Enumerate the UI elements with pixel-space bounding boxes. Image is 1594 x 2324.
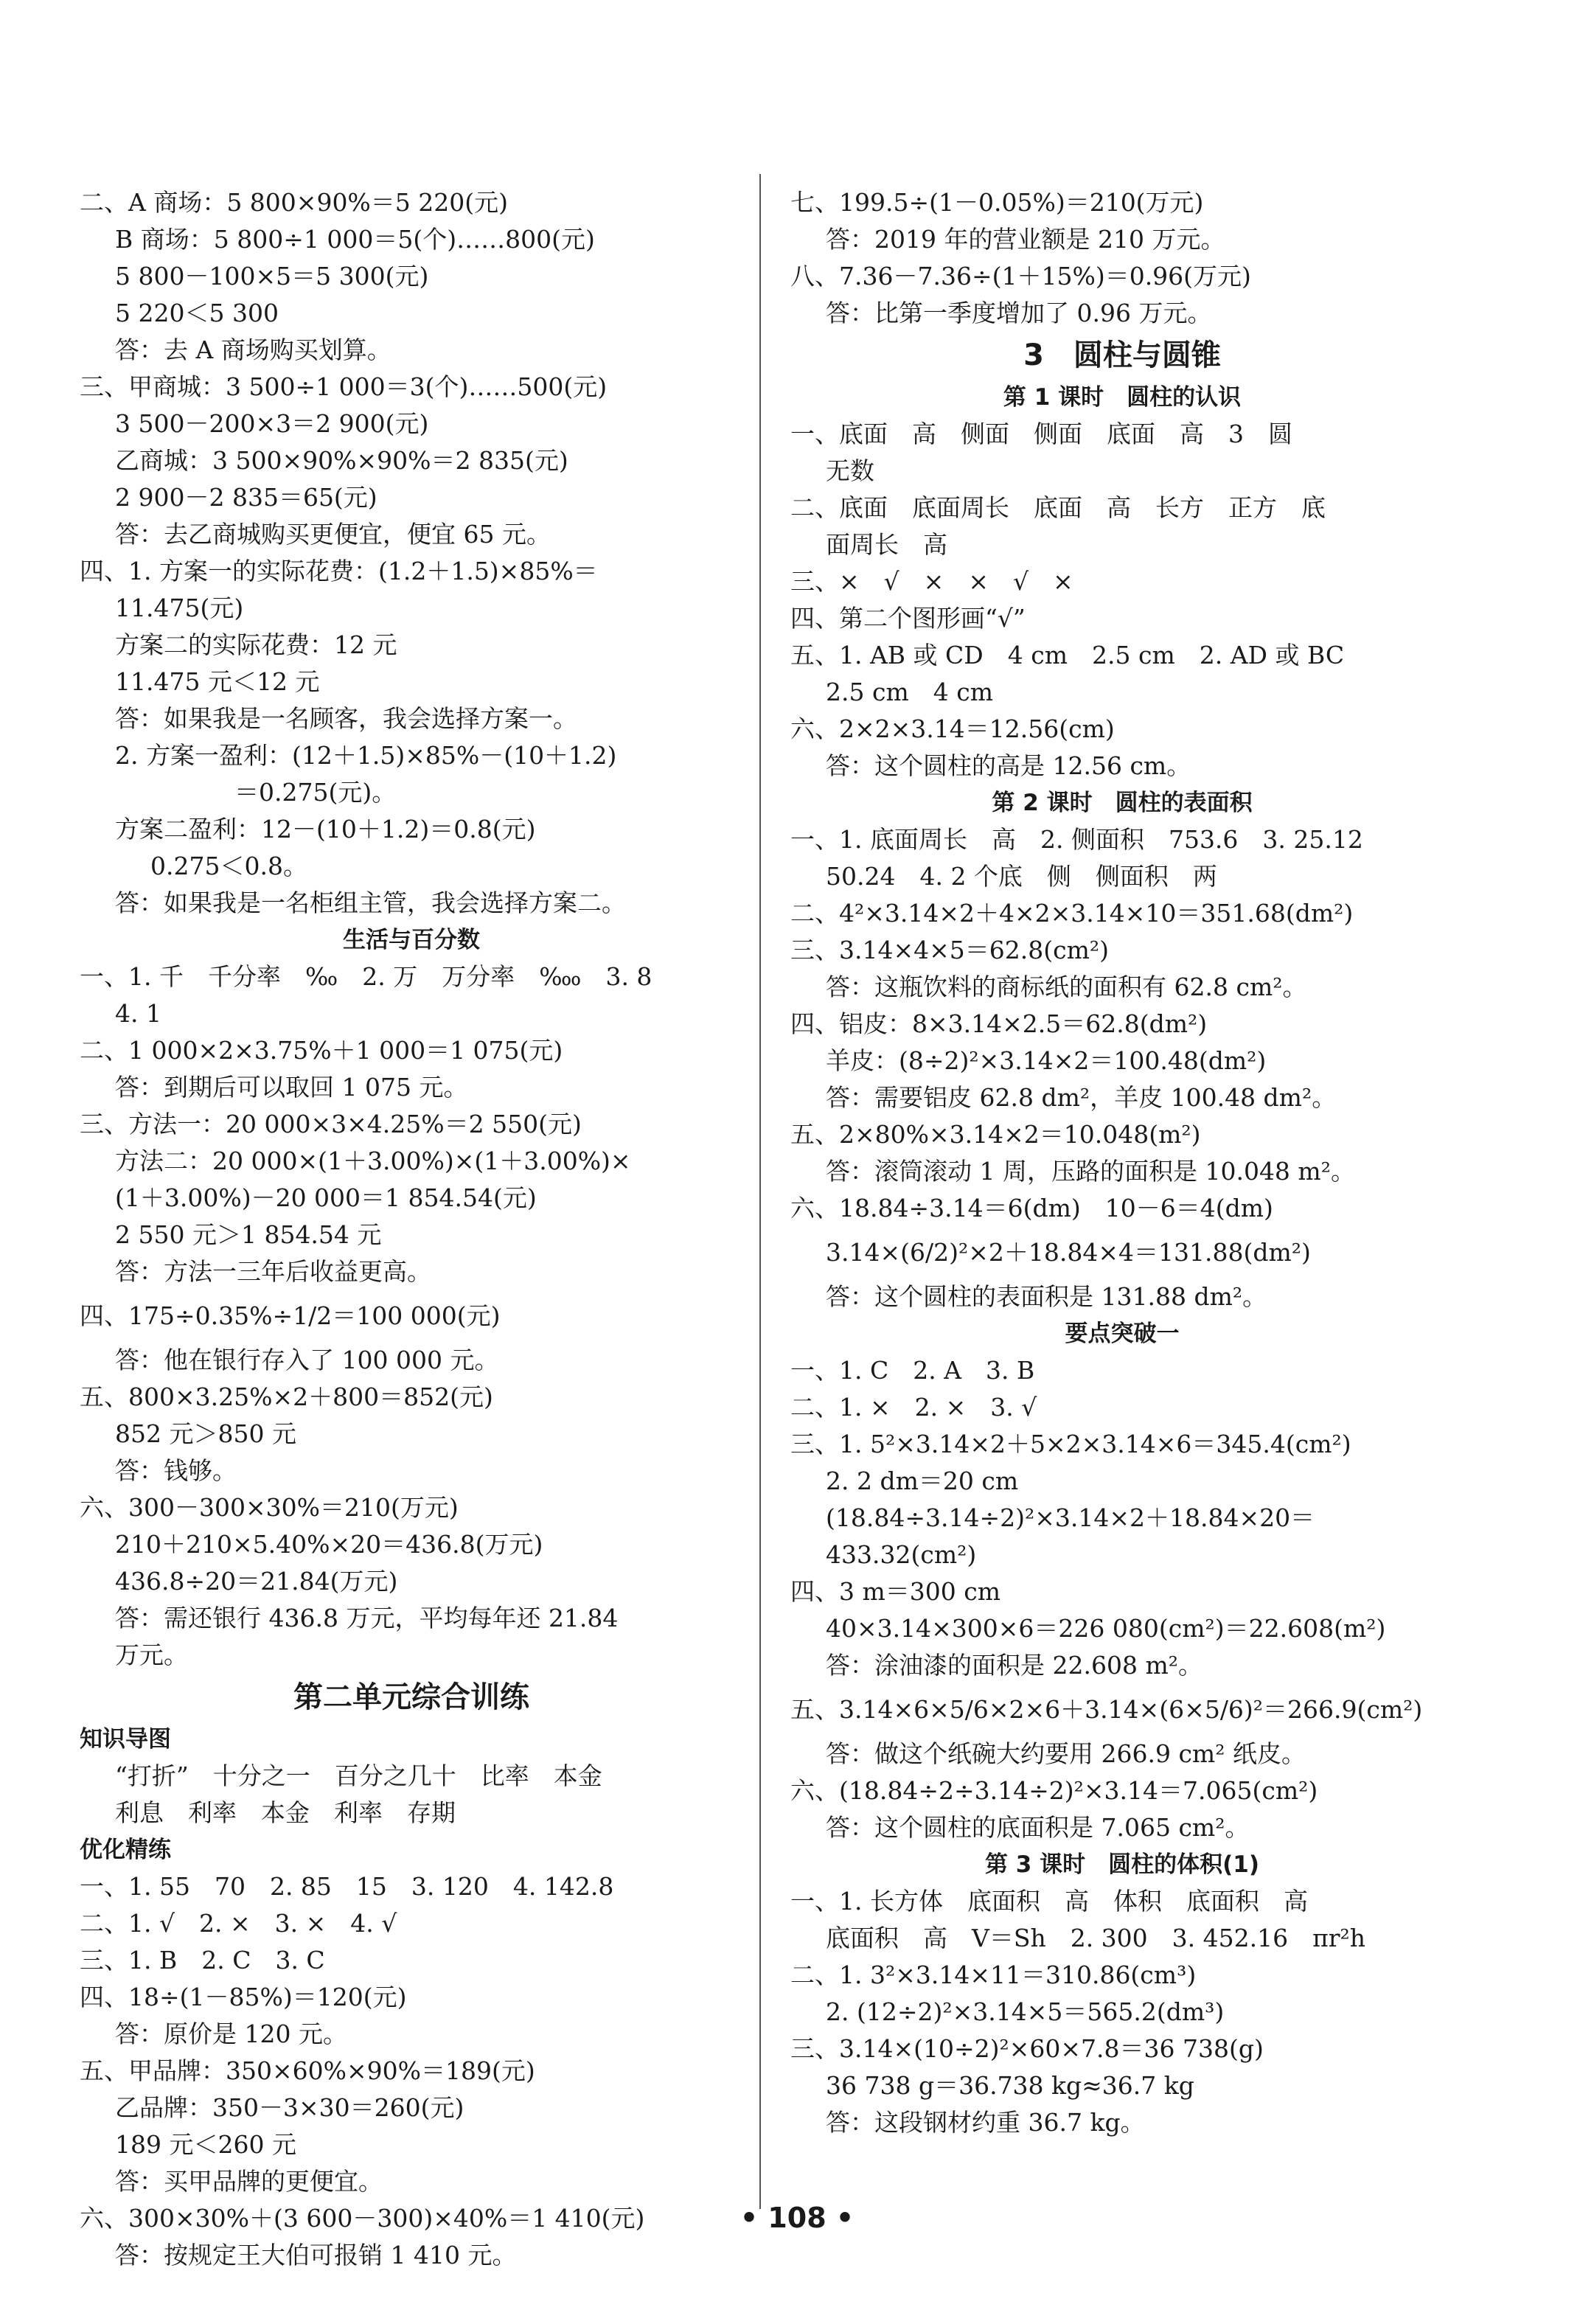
answer-line: 底面积 高 V＝Sh 2. 300 3. 452.16 πr²h	[826, 1924, 1366, 1952]
answer-line: 四、第二个图形画“√”	[790, 604, 1026, 633]
column-divider	[759, 174, 761, 2209]
section-heading: 要点突破一	[1065, 1321, 1180, 1347]
answer-line: 七、199.5÷(1－0.05%)＝210(万元)	[790, 188, 1204, 217]
answer-line: 利息 利率 本金 利率 存期	[115, 1798, 456, 1827]
answer-line: “打折” 十分之一 百分之几十 比率 本金	[115, 1761, 602, 1790]
answer-line: 五、3.14×6×5/6×2×6＋3.14×(6×5/6)²＝266.9(cm²)	[790, 1695, 1423, 1724]
answer-line: 五、2×80%×3.14×2＝10.048(m²)	[790, 1120, 1201, 1149]
answer-line: 答：滚筒滚动 1 周，压路的面积是 10.048 m²。	[826, 1157, 1355, 1186]
lesson-heading: 第 2 课时 圆柱的表面积	[992, 790, 1253, 816]
subsection-label: 优化精练	[80, 1837, 171, 1863]
answer-line: 2 550 元＞1 854.54 元	[115, 1220, 382, 1249]
answer-line: 189 元＜260 元	[115, 2130, 296, 2159]
answer-line: 2. (12÷2)²×3.14×5＝565.2(dm³)	[826, 1997, 1225, 2026]
answer-line: 方案二的实际花费：12 元	[115, 630, 397, 659]
answer-line: 答：这段钢材约重 36.7 kg。	[826, 2108, 1145, 2137]
answer-line: 答：方法一三年后收益更高。	[115, 1257, 431, 1286]
answer-line: 3.14×(6/2)²×2＋18.84×4＝131.88(dm²)	[826, 1238, 1311, 1267]
answer-line: 三、1. B 2. C 3. C	[80, 1946, 325, 1975]
answer-line: 答：涂油漆的面积是 22.608 m²。	[826, 1651, 1203, 1680]
answer-line: 五、甲品牌：350×60%×90%＝189(元)	[80, 2056, 535, 2085]
answer-line: 答：需还银行 436.8 万元，平均每年还 21.84	[115, 1604, 619, 1632]
answer-line: 852 元＞850 元	[115, 1419, 296, 1448]
answer-line: 答：去 A 商场购买划算。	[115, 335, 391, 364]
answer-line: 六、(18.84÷2÷3.14÷2)²×3.14＝7.065(cm²)	[790, 1776, 1318, 1805]
answer-line: 答：原价是 120 元。	[115, 2019, 347, 2048]
answer-line: (1＋3.00%)－20 000＝1 854.54(元)	[115, 1183, 537, 1212]
answer-line: 三、× √ × × √ ×	[790, 567, 1073, 596]
answer-line: 一、1. C 2. A 3. B	[790, 1356, 1035, 1385]
answer-line: 三、1. 5²×3.14×2＋5×2×3.14×6＝345.4(cm²)	[790, 1430, 1351, 1458]
answer-line: 六、300×30%＋(3 600－300)×40%＝1 410(元)	[80, 2204, 645, 2233]
answer-line: 答：这个圆柱的底面积是 7.065 cm²。	[826, 1813, 1250, 1842]
answer-line: 答：需要铝皮 62.8 dm²，羊皮 100.48 dm²。	[826, 1083, 1337, 1112]
answer-line: 2. 方案一盈利：(12＋1.5)×85%－(10＋1.2)	[115, 741, 617, 770]
answer-line: 二、1 000×2×3.75%＋1 000＝1 075(元)	[80, 1036, 563, 1065]
answer-line: 答：比第一季度增加了 0.96 万元。	[826, 299, 1212, 327]
lesson-heading: 第 1 课时 圆柱的认识	[1003, 384, 1242, 411]
answer-line: 答：钱够。	[115, 1456, 237, 1485]
answer-line: 四、175÷0.35%÷1/2＝100 000(元)	[80, 1301, 501, 1330]
answer-line: 五、1. AB 或 CD 4 cm 2.5 cm 2. AD 或 BC	[790, 641, 1345, 669]
unit-title: 第二单元综合训练	[293, 1680, 529, 1714]
answer-line: 答：这个圆柱的表面积是 131.88 dm²。	[826, 1282, 1267, 1311]
answer-line: 六、2×2×3.14＝12.56(cm)	[790, 714, 1115, 743]
answer-line: 2.5 cm 4 cm	[826, 678, 994, 706]
lesson-heading: 第 3 课时 圆柱的体积(1)	[984, 1851, 1260, 1878]
answer-line: 三、甲商城：3 500÷1 000＝3(个)……500(元)	[80, 372, 608, 401]
answer-line: 答：他在银行存入了 100 000 元。	[115, 1346, 499, 1374]
answer-line: 二、A 商场：5 800×90%＝5 220(元)	[80, 188, 509, 217]
section-heading: 生活与百分数	[343, 927, 480, 953]
answer-line: 方法二：20 000×(1＋3.00%)×(1＋3.00%)×	[115, 1147, 631, 1175]
answer-line: 五、800×3.25%×2＋800＝852(元)	[80, 1382, 493, 1411]
answer-line: 答：到期后可以取回 1 075 元。	[115, 1073, 468, 1102]
answer-line: 3 500－200×3＝2 900(元)	[115, 409, 429, 438]
left-column	[80, 184, 743, 2274]
answer-line: 答：如果我是一名柜组主管，我会选择方案二。	[115, 888, 626, 917]
answer-line: 11.475(元)	[115, 594, 244, 622]
answer-line: 36 738 g＝36.738 kg≈36.7 kg	[826, 2071, 1194, 2100]
answer-line: 一、1. 55 70 2. 85 15 3. 120 4. 142.8	[80, 1872, 614, 1901]
answer-line: 答：按规定王大伯可报销 1 410 元。	[115, 2241, 517, 2269]
answer-line: 四、3 m＝300 cm	[790, 1577, 1001, 1606]
subsection-label: 知识导图	[80, 1726, 171, 1753]
answer-line: 羊皮：(8÷2)²×3.14×2＝100.48(dm²)	[826, 1046, 1267, 1075]
answer-line: 5 220＜5 300	[115, 299, 279, 327]
answer-line: 436.8÷20＝21.84(万元)	[115, 1567, 398, 1596]
answer-line: 210＋210×5.40%×20＝436.8(万元)	[115, 1530, 543, 1559]
answer-line: 答：2019 年的营业额是 210 万元。	[826, 225, 1225, 254]
answer-line: 万元。	[115, 1641, 188, 1669]
answer-line: 5 800－100×5＝5 300(元)	[115, 262, 429, 290]
answer-line: 一、底面 高 侧面 侧面 底面 高 3 圆	[790, 420, 1292, 448]
answer-line: 四、铝皮：8×3.14×2.5＝62.8(dm²)	[790, 1009, 1208, 1038]
answer-line: 答：做这个纸碗大约要用 266.9 cm² 纸皮。	[826, 1739, 1306, 1768]
answer-line: 答：这瓶饮料的商标纸的面积有 62.8 cm²。	[826, 973, 1307, 1001]
chapter-title: 3 圆柱与圆锥	[1023, 338, 1221, 372]
answer-line: 答：去乙商城购买更便宜，便宜 65 元。	[115, 520, 551, 549]
answer-line: 二、4²×3.14×2＋4×2×3.14×10＝351.68(dm²)	[790, 899, 1354, 928]
answer-line: 六、18.84÷3.14＝6(dm) 10－6＝4(dm)	[790, 1194, 1273, 1222]
answer-line: 四、18÷(1－85%)＝120(元)	[80, 1983, 407, 2011]
answer-line: 二、1. √ 2. × 3. × 4. √	[80, 1909, 397, 1938]
answer-line: 答：如果我是一名顾客，我会选择方案一。	[115, 704, 577, 733]
answer-line: 三、3.14×(10÷2)²×60×7.8＝36 738(g)	[790, 2034, 1264, 2063]
answer-line: 乙商城：3 500×90%×90%＝2 835(元)	[115, 446, 568, 475]
answer-line: 一、1. 千 千分率 ‰ 2. 万 万分率 ‱ 3. 8	[80, 962, 652, 991]
answer-line: 40×3.14×300×6＝226 080(cm²)＝22.608(m²)	[826, 1614, 1386, 1643]
answer-line: 二、1. × 2. × 3. √	[790, 1393, 1037, 1422]
answer-line: 答：这个圆柱的高是 12.56 cm。	[826, 751, 1191, 780]
answer-line: 433.32(cm²)	[826, 1540, 977, 1569]
answer-line: 方案二盈利：12－(10＋1.2)＝0.8(元)	[115, 815, 536, 843]
answer-line: 0.275＜0.8。	[150, 852, 307, 880]
answer-line: 4. 1	[115, 999, 161, 1028]
right-column	[790, 184, 1454, 2141]
answer-line: 11.475 元＜12 元	[115, 667, 320, 696]
answer-line: 三、方法一：20 000×3×4.25%＝2 550(元)	[80, 1110, 582, 1138]
answer-line: 六、300－300×30%＝210(万元)	[80, 1493, 459, 1522]
answer-line: 三、3.14×4×5＝62.8(cm²)	[790, 936, 1109, 964]
answer-line: B 商场：5 800÷1 000＝5(个)……800(元)	[115, 225, 595, 254]
answer-line: 2. 2 dm＝20 cm	[826, 1467, 1019, 1495]
answer-line: 一、1. 长方体 底面积 高 体积 底面积 高	[790, 1887, 1308, 1916]
answer-line: 四、1. 方案一的实际花费：(1.2＋1.5)×85%＝	[80, 557, 598, 585]
answer-line: 答：买甲品牌的更便宜。	[115, 2167, 383, 2196]
answer-line: (18.84÷3.14÷2)²×3.14×2＋18.84×20＝	[826, 1503, 1315, 1532]
answer-line: 一、1. 底面周长 高 2. 侧面积 753.6 3. 25.12	[790, 825, 1363, 854]
answer-line: 二、底面 底面周长 底面 高 长方 正方 底	[790, 493, 1326, 522]
answer-line: 无数	[826, 456, 874, 485]
answer-line: ＝0.275(元)。	[234, 778, 397, 807]
answer-line: 二、1. 3²×3.14×11＝310.86(cm³)	[790, 1961, 1197, 1989]
answer-line: 2 900－2 835＝65(元)	[115, 483, 377, 512]
answer-line: 面周长 高	[826, 530, 947, 559]
page-number: • 108 •	[739, 2202, 855, 2234]
answer-line: 乙品牌：350－3×30＝260(元)	[115, 2093, 464, 2122]
answer-line: 八、7.36－7.36÷(1＋15%)＝0.96(万元)	[790, 262, 1251, 290]
answer-line: 50.24 4. 2 个底 侧 侧面积 两	[826, 862, 1217, 891]
